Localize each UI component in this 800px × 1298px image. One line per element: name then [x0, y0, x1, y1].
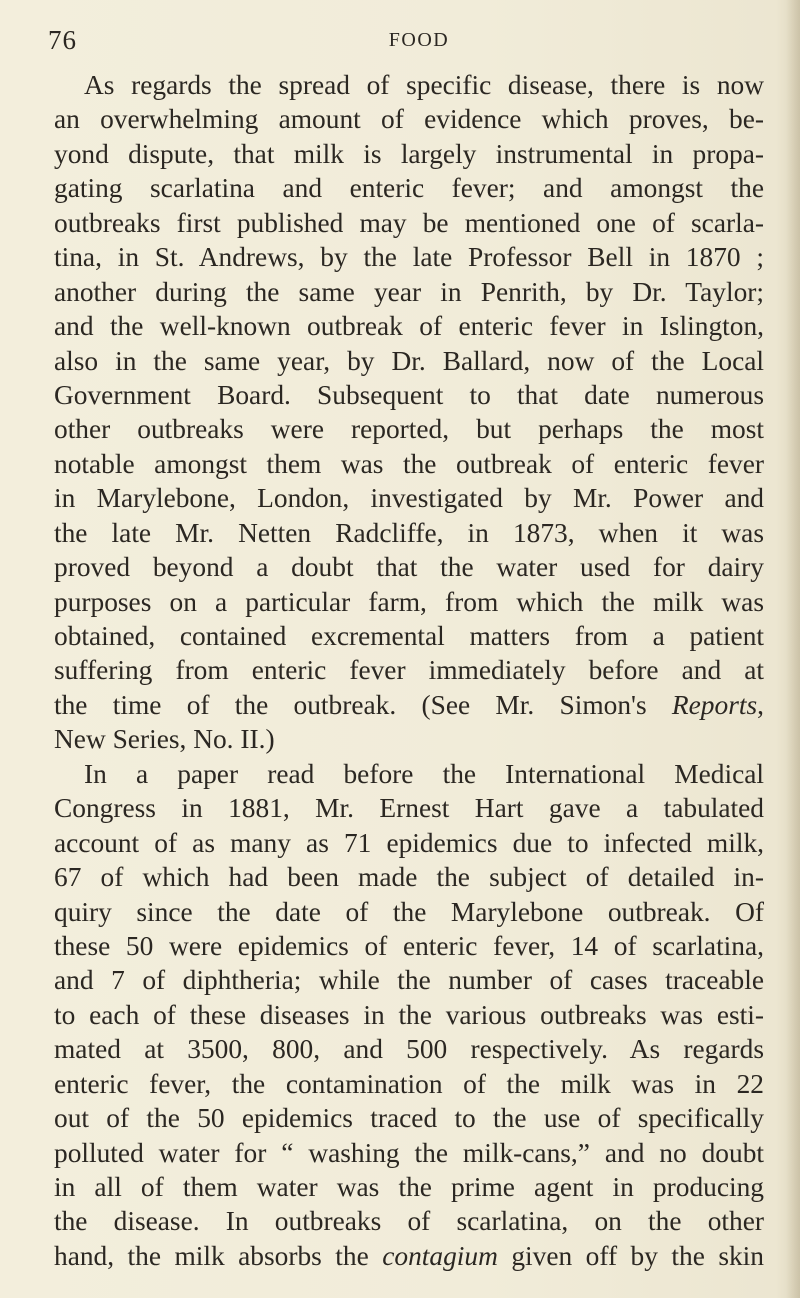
text-line: 67 of which had been made the subject of detailed in- [54, 862, 764, 893]
text-line: the disease. In outbreaks of scarlatina, on the other [54, 1206, 764, 1237]
running-title: FOOD [388, 29, 450, 51]
text-line: the time of the outbreak. (See Mr. Simon's Reports, [54, 689, 764, 720]
paragraph-2 [54, 757, 764, 1274]
text-line: In a paper read before the International Medical [84, 758, 764, 789]
text-line: quiry since the date of the Marylebone outbreak. Of [54, 896, 764, 927]
text-line: in Marylebone, London, investigated by Mr. Power and [54, 483, 764, 514]
text-line: suffering from enteric fever immediately before and at [54, 655, 764, 686]
text-line: an overwhelming amount of evidence which proves, be- [54, 104, 764, 135]
text-line: tina, in St. Andrews, by the late Professor Bell in 1870 ; [54, 242, 764, 273]
text-line: polluted water for “ washing the milk-cans,” and no doubt [54, 1137, 764, 1168]
text-line: yond dispute, that milk is largely instrumental in propa- [54, 138, 764, 169]
text-line: hand, the milk absorbs the contagium given off by the skin [54, 1240, 764, 1271]
text-line: Government Board. Subsequent to that date numerous [54, 379, 764, 410]
page-number: 76 [48, 25, 77, 55]
text-line: the late Mr. Netten Radcliffe, in 1873, when it was [54, 517, 764, 548]
text-line: and the well-known outbreak of enteric fever in Islington, [54, 311, 764, 342]
text-line: out of the 50 epidemics traced to the use of specifically [54, 1103, 764, 1134]
text-line: outbreaks first published may be mentioned one of scarla- [54, 207, 764, 238]
text-line: another during the same year in Penrith, by Dr. Taylor; [54, 276, 764, 307]
page-header [48, 22, 770, 58]
text-line: in all of them water was the prime agent in producing [54, 1172, 764, 1202]
paragraph-1 [54, 68, 764, 757]
text-line: other outbreaks were reported, but perhaps the most [54, 414, 764, 445]
text-line: obtained, contained excremental matters from a patient [54, 621, 764, 651]
page-edge-shadow [786, 0, 800, 1298]
text-line: As regards the spread of specific disease, there is now [84, 70, 764, 100]
text-line: New Series, No. II.) [54, 724, 275, 755]
text-line: account of as many as 71 epidemics due to infected milk, [54, 827, 764, 858]
text-line: gating scarlatina and enteric fever; and amongst the [54, 173, 764, 204]
text-line: notable amongst them was the outbreak of enteric fever [54, 448, 764, 479]
text-line: enteric fever, the contamination of the milk was in 22 [54, 1068, 764, 1099]
text-line: proved beyond a doubt that the water used for dairy [54, 552, 764, 583]
text-line: and 7 of diphtheria; while the number of cases traceable [54, 965, 764, 996]
text-line: to each of these diseases in the various outbreaks was esti- [54, 999, 764, 1030]
text-line: mated at 3500, 800, and 500 respectively. As regards [54, 1034, 764, 1065]
text-line: also in the same year, by Dr. Ballard, now of the Local [54, 345, 764, 376]
text-line: Congress in 1881, Mr. Ernest Hart gave a tabulated [54, 793, 764, 824]
text-line: purposes on a particular farm, from which the milk was [54, 586, 764, 617]
body-text [54, 68, 764, 1273]
text-line: these 50 were epidemics of enteric fever, 14 of scarlatina, [54, 930, 764, 961]
